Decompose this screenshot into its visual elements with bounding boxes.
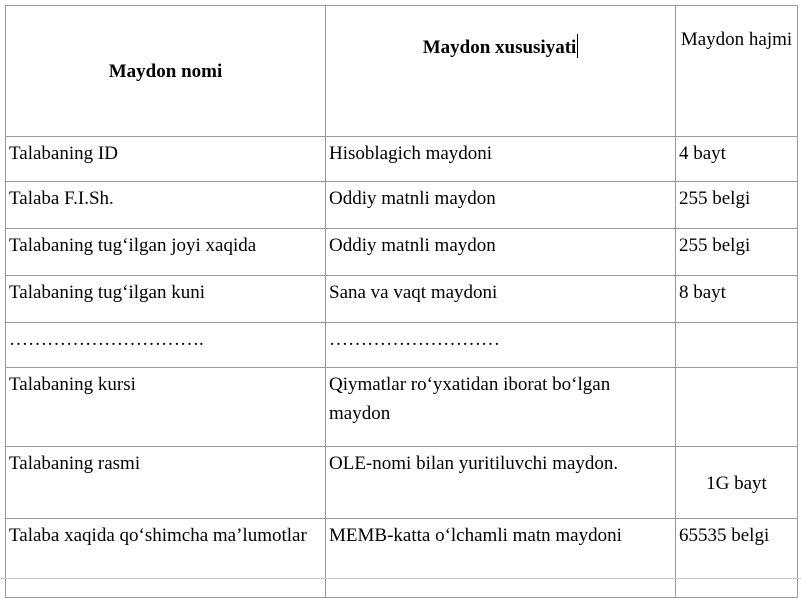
cell-field-name: Talabaning ID bbox=[6, 137, 326, 182]
cell-field-size: 8 bayt bbox=[676, 276, 798, 323]
cell-field-property: Hisoblagich maydoni bbox=[326, 137, 676, 182]
cell-field-name: Talabaning tug‘ilgan joyi xaqida bbox=[6, 229, 326, 276]
cell-field-size bbox=[676, 368, 798, 447]
cell-field-property: Oddiy matnli maydon bbox=[326, 182, 676, 229]
cell-field-property: ……………………… bbox=[326, 323, 676, 368]
header-field-name: Maydon nomi bbox=[6, 6, 326, 137]
cell-field-property: OLE-nomi bilan yuritiluvchi maydon. bbox=[326, 447, 676, 519]
cell-field-size bbox=[676, 323, 798, 368]
cell-field-property: MEMB-katta o‘lchamli matn maydoni bbox=[326, 519, 676, 598]
cell-field-size: 255 belgi bbox=[676, 182, 798, 229]
table-row bbox=[6, 276, 798, 323]
cell-field-name: Talaba xaqida qo‘shimcha ma’lumotlar bbox=[6, 519, 326, 598]
table-row bbox=[6, 137, 798, 182]
table-header-row bbox=[6, 6, 798, 137]
table-row bbox=[6, 182, 798, 229]
header-field-property[interactable] bbox=[326, 6, 676, 137]
cell-field-name: Talabaning kursi bbox=[6, 368, 326, 447]
page-bottom-divider bbox=[0, 578, 801, 579]
cell-field-property: Oddiy matnli maydon bbox=[326, 229, 676, 276]
header-field-property-text: Maydon xususiyati bbox=[422, 37, 577, 58]
cell-field-name: Talabaning rasmi bbox=[6, 447, 326, 519]
cell-field-size: 65535 belgi bbox=[676, 519, 798, 598]
cell-field-property: Sana va vaqt maydoni bbox=[326, 276, 676, 323]
table-row bbox=[6, 519, 798, 598]
field-table bbox=[5, 5, 798, 598]
text-cursor bbox=[577, 34, 578, 58]
header-field-size: Maydon hajmi bbox=[676, 6, 798, 137]
cell-field-property: Qiymatlar ro‘yxatidan iborat bo‘lgan maydon bbox=[326, 368, 676, 447]
cell-field-size: 4 bayt bbox=[676, 137, 798, 182]
cell-field-name: Talabaning tug‘ilgan kuni bbox=[6, 276, 326, 323]
table-row bbox=[6, 229, 798, 276]
table-row bbox=[6, 447, 798, 519]
cell-field-size: 1G bayt bbox=[676, 447, 798, 519]
cell-field-name: …………………………. bbox=[6, 323, 326, 368]
table-row bbox=[6, 368, 798, 447]
table-row bbox=[6, 323, 798, 368]
cell-field-size: 255 belgi bbox=[676, 229, 798, 276]
cell-field-name: Talaba F.I.Sh. bbox=[6, 182, 326, 229]
